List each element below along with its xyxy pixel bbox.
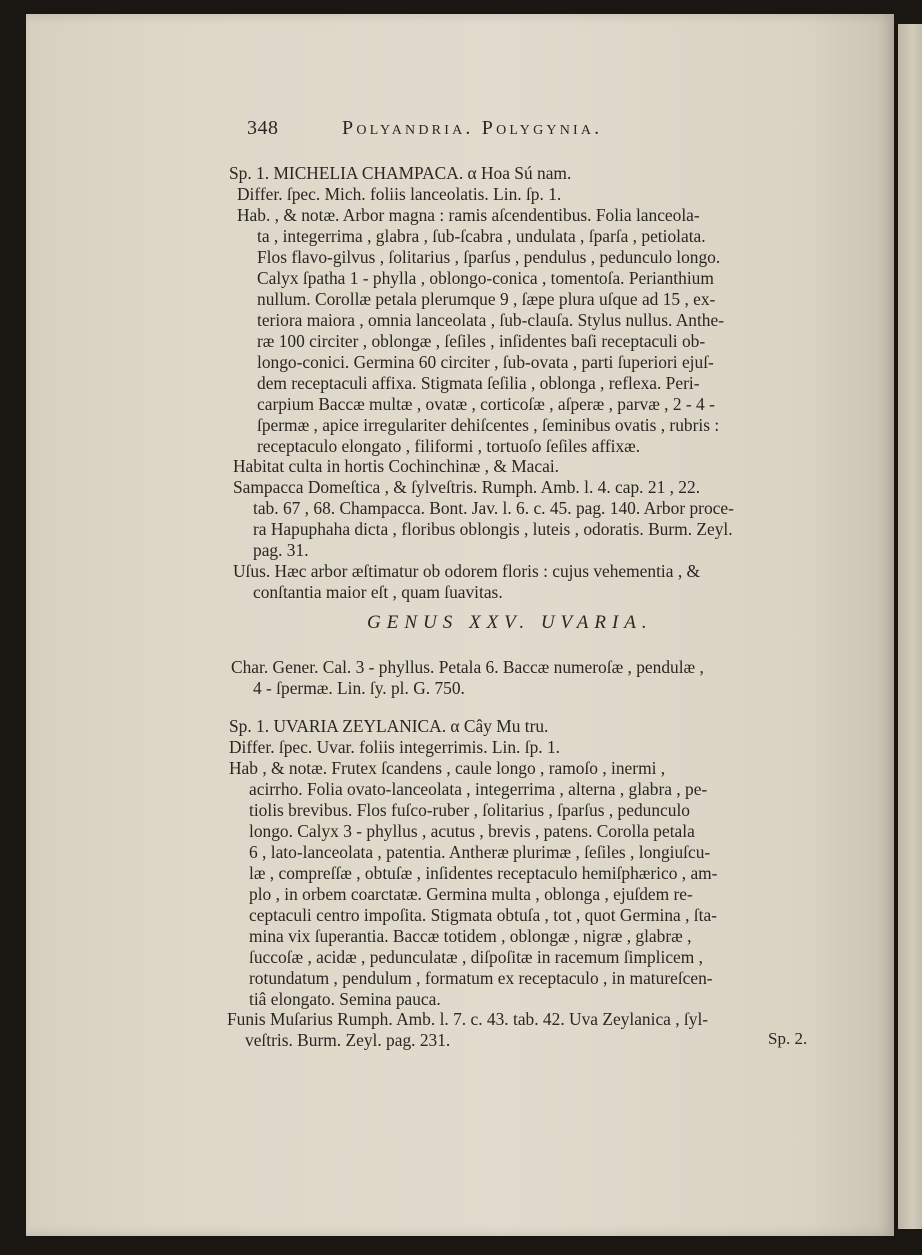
genus-heading: GENUS XXV. UVARIA. [367, 612, 653, 633]
text-line: 4 - ſpermæ. Lin. ſy. pl. G. 750. [253, 678, 465, 698]
text-line: tab. 67 , 68. Champacca. Bont. Jav. l. 6. c. 45. pag. 140. Arbor proce- [253, 498, 734, 518]
text-line: veſtris. Burm. Zeyl. pag. 231. [245, 1030, 451, 1050]
text-line: nullum. Corollæ petala plerumque 9 , ſæpe plura uſque ad 15 , ex- [257, 289, 716, 309]
text-line: ra Hapuphaha dicta , floribus oblongis , luteis , odoratis. Burm. Zeyl. [253, 519, 733, 539]
text-line: longo. Calyx 3 - phyllus , acutus , brevis , patens. Corolla petala [249, 821, 695, 841]
text-line: Habitat culta in hortis Cochinchinæ , & Macai. [233, 456, 560, 476]
text-line: longo-conici. Germina 60 circiter , ſub-ovata , parti ſuperiori ejuſ- [257, 352, 714, 372]
text-line: Uſus. Hæc arbor æſtimatur ob odorem floris : cujus vehementia , & [233, 561, 701, 581]
text-line: receptaculo elongato , filiformi , tortuoſo ſeſiles affixæ. [257, 436, 641, 456]
text-line: Sp. 1. MICHELIA CHAMPACA. α Hoa Sú nam. [229, 163, 572, 183]
catchword: Sp. 2. [768, 1029, 808, 1048]
text-line: ſpermæ , apice irregulariter dehiſcentes , ſeminibus ovatis , rubris : [257, 415, 720, 435]
text-line: Flos flavo-gilvus , ſolitarius , ſparſus , pendulus , pedunculo longo. [257, 247, 721, 267]
text-line: acirrho. Folia ovato-lanceolata , integerrima , alterna , glabra , pe- [249, 779, 708, 799]
text-line: rotundatum , pendulum , formatum ex receptaculo , in matureſcen- [249, 968, 713, 988]
text-line: pag. 31. [253, 540, 309, 560]
running-title: Polyandria. Polygynia. [342, 117, 603, 139]
text-line: Char. Gener. Cal. 3 - phyllus. Petala 6. Baccæ numeroſæ , pendulæ , [231, 657, 704, 677]
text-line: ſuccoſæ , acidæ , pedunculatæ , diſpoſitæ in racemum ſimplicem , [249, 947, 703, 967]
next-page-edge [898, 24, 922, 1229]
text-line: tiolis brevibus. Flos fuſco-ruber , ſolitarius , ſparſus , pedunculo [249, 800, 690, 820]
text-line: Differ. ſpec. Uvar. foliis integerrimis. Lin. ſp. 1. [229, 737, 560, 757]
running-head [247, 117, 847, 141]
text-line: ta , integerrima , glabra , ſub-ſcabra , undulata , ſparſa , petiolata. [257, 226, 706, 246]
text-line: plo , in orbem coarctatæ. Germina multa , oblonga , ejuſdem re- [249, 884, 693, 904]
text-line: 6 , lato-lanceolata , patentia. Antheræ plurimæ , ſeſiles , longiuſcu- [249, 842, 711, 862]
text-line: Differ. ſpec. Mich. foliis lanceolatis. Lin. ſp. 1. [237, 184, 562, 204]
text-line: Hab. , & notæ. Arbor magna : ramis aſcendentibus. Folia lanceola- [237, 205, 700, 225]
text-line: conſtantia maior eſt , quam ſuavitas. [253, 582, 503, 602]
text-line: dem receptaculi affixa. Stigmata ſeſilia , oblonga , reflexa. Peri- [257, 373, 700, 393]
text-line: ceptaculi centro impoſita. Stigmata obtuſa , tot , quot Germina , ſta- [249, 905, 717, 925]
text-line: mina vix ſuperantia. Baccæ totidem , oblongæ , nigræ , glabræ , [249, 926, 692, 946]
text-line: Calyx ſpatha 1 - phylla , oblongo-conica , tomentoſa. Perianthium [257, 268, 714, 288]
text-line: Funis Muſarius Rumph. Amb. l. 7. c. 43. tab. 42. Uva Zeylanica , ſyl- [227, 1009, 709, 1029]
page-number: 348 [247, 117, 279, 139]
text-line: læ , compreſſæ , obtuſæ , inſidentes receptaculo hemiſphærico , am- [249, 863, 718, 883]
text-line: tiâ elongato. Semina pauca. [249, 989, 441, 1009]
text-line: Sp. 1. UVARIA ZEYLANICA. α Cây Mu tru. [229, 716, 549, 736]
text-line: Sampacca Domeſtica , & ſylveſtris. Rumph. Amb. l. 4. cap. 21 , 22. [233, 477, 701, 497]
text-line: teriora maiora , omnia lanceolata , ſub-clauſa. Stylus nullus. Anthe- [257, 310, 724, 330]
text-line: ræ 100 circiter , oblongæ , ſeſiles , inſidentes baſi receptaculi ob- [257, 331, 706, 351]
text-line: carpium Baccæ multæ , ovatæ , corticoſæ , aſperæ , parvæ , 2 - 4 - [257, 394, 715, 414]
text-line: Hab , & notæ. Frutex ſcandens , caule longo , ramoſo , inermi , [229, 758, 666, 778]
